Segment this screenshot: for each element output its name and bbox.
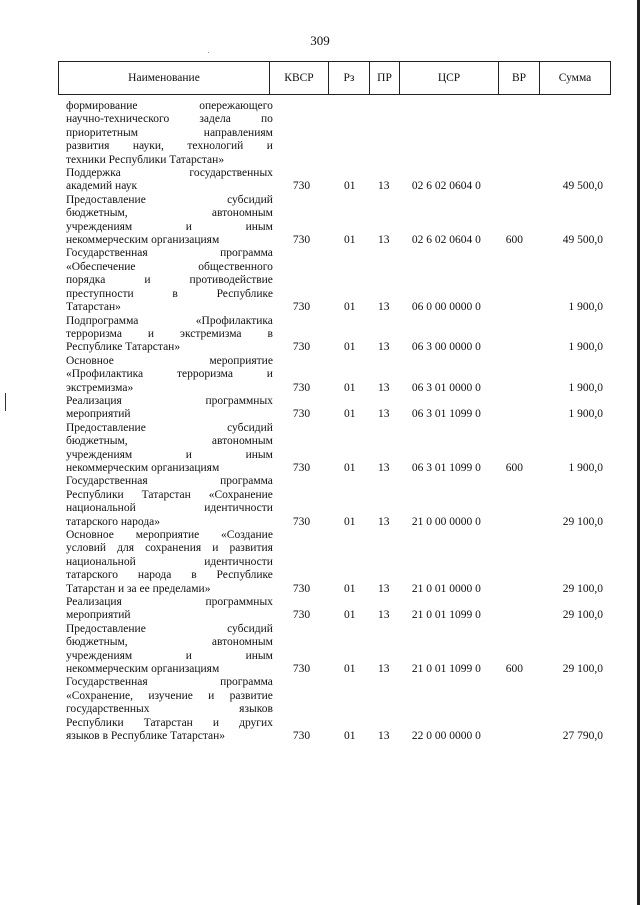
table-row [58,315,603,355]
header-kvsr: КВСР [270,62,329,95]
row-name [58,529,273,596]
row-name-line: некоммерческим организациям [66,461,220,474]
table-row [58,422,603,476]
table-row [58,596,603,623]
row-pr: 13 [378,663,390,676]
row-name-line: национальной идентичности [66,555,273,568]
row-name-line: техники Республики Татарстан» [66,153,225,166]
budget-rows [58,100,603,744]
row-name-line: Предоставление субсидий [66,622,273,635]
row-name-line: научно-технического задела по [66,113,273,126]
row-name-line: учреждениям и иным [66,220,273,233]
row-name-line: Поддержка государственных [66,167,273,180]
row-kvsr: 730 [292,663,311,676]
row-name-line: Государственная программа [66,247,273,260]
page-number: 309 [310,33,330,48]
row-name [58,167,273,194]
row-csr: 06 3 01 1099 0 [411,408,481,421]
row-name-line: Татарстан» [66,301,121,314]
row-sum: 1 900,0 [568,341,603,354]
row-sum: 49 500,0 [562,180,603,193]
row-name-line: формирование опережающего [66,100,273,112]
row-csr: 21 0 01 0000 0 [411,582,481,595]
header-name: Наименование [59,62,270,95]
table-header [58,61,611,95]
table-row [58,475,603,529]
row-name [58,475,273,529]
row-rz: 01 [344,461,356,474]
row-name [58,395,273,422]
row-name-line: условий для сохранения и развития [66,542,273,555]
row-pr: 13 [378,341,390,354]
row-name-line: Республике Татарстан» [66,341,181,354]
row-csr: 06 3 01 0000 0 [411,381,481,394]
row-sum: 49 500,0 [562,234,603,247]
row-rz: 01 [344,663,356,676]
row-pr: 13 [378,515,390,528]
row-name-line: терроризма и экстремизма в [66,327,273,340]
row-name-line: мероприятий [66,609,131,622]
row-name-line: Основное мероприятие «Создание [66,529,273,541]
row-vr: 600 [505,234,523,247]
table-row [58,100,603,167]
row-name [58,422,273,476]
row-name [58,315,273,355]
row-kvsr: 730 [292,301,311,314]
table-row [58,194,603,248]
row-rz: 01 [344,180,356,193]
row-rz: 01 [344,234,356,247]
row-name-line: «Профилактика терроризма и [66,368,273,381]
row-sum: 1 900,0 [568,408,603,421]
row-name-line: бюджетным, автономным [66,435,273,448]
row-pr: 13 [378,408,390,421]
header-pr: ПР [370,62,400,95]
header-csr: ЦСР [400,62,499,95]
row-rz: 01 [344,609,356,622]
row-name [58,596,273,623]
table-row [58,529,603,596]
header-vr: ВР [499,62,540,95]
row-kvsr: 730 [292,609,311,622]
row-name-line: Реализация программных [66,394,273,407]
row-sum: 1 900,0 [568,381,603,394]
row-kvsr: 730 [292,408,311,421]
row-name [58,100,273,167]
row-name-line: Подпрограмма «Профилактика [66,314,273,327]
row-name-line: приоритетным направлениям [66,126,273,139]
row-name-line: некоммерческим организациям [66,234,220,247]
row-sum: 29 100,0 [562,515,603,528]
row-kvsr: 730 [292,341,311,354]
row-name-line: Государственная программа [66,475,273,488]
header-rz: Рз [329,62,370,95]
table-row [58,167,603,194]
table-row [58,355,603,395]
row-kvsr: 730 [292,234,311,247]
table-row [58,247,603,314]
row-sum: 29 100,0 [562,663,603,676]
row-name-line: Основное мероприятие [66,354,273,367]
row-name-line: Республики Татарстан и других [66,716,273,729]
row-pr: 13 [378,461,390,474]
row-csr: 02 6 02 0604 0 [411,180,481,193]
row-csr: 06 0 00 0000 0 [411,301,481,314]
row-name-line: Предоставление субсидий [66,421,273,434]
row-rz: 01 [344,730,356,743]
row-name-line: развития науки, технологий и [66,140,273,153]
row-kvsr: 730 [292,515,311,528]
row-name [58,623,273,677]
row-kvsr: 730 [292,381,311,394]
row-name-line: Республики Татарстан «Сохранение [66,488,273,501]
row-kvsr: 730 [292,730,311,743]
row-name-line: национальной идентичности [66,502,273,515]
row-name-line: «Обеспечение общественного [66,260,273,273]
table-row [58,395,603,422]
row-name-line: татарского народа» [66,515,161,528]
margin-mark [5,393,6,411]
row-name-line: экстремизма» [66,381,134,394]
row-rz: 01 [344,301,356,314]
row-name [58,676,273,743]
row-name-line: татарского народа в Республике [66,569,273,582]
row-name [58,355,273,395]
row-kvsr: 730 [292,582,311,595]
row-kvsr: 730 [292,461,311,474]
table-row [58,676,603,743]
row-name-line: государственных языков [66,703,273,716]
row-name-line: бюджетным, автономным [66,636,273,649]
row-sum: 1 900,0 [568,461,603,474]
row-pr: 13 [378,301,390,314]
row-name [58,194,273,248]
row-name-line: Государственная программа [66,676,273,689]
row-rz: 01 [344,408,356,421]
row-name-line: Татарстан и за ее пределами» [66,582,211,595]
row-rz: 01 [344,381,356,394]
row-name-line: Предоставление субсидий [66,193,273,206]
row-csr: 02 6 02 0604 0 [411,234,481,247]
row-vr: 600 [505,461,523,474]
row-csr: 21 0 01 1099 0 [411,609,481,622]
row-name-line: «Сохранение, изучение и развитие [66,689,273,702]
row-name-line: Реализация программных [66,596,273,609]
table-row [58,623,603,677]
row-name-line: мероприятий [66,408,131,421]
row-csr: 06 3 01 1099 0 [411,461,481,474]
row-csr: 06 3 00 0000 0 [411,341,481,354]
row-name-line: академий наук [66,180,138,193]
row-csr: 21 0 01 1099 0 [411,663,481,676]
row-sum: 1 900,0 [568,301,603,314]
row-pr: 13 [378,234,390,247]
row-name-line: преступности в Республике [66,287,273,300]
row-pr: 13 [378,609,390,622]
row-pr: 13 [378,582,390,595]
scan-speck [208,52,209,53]
row-pr: 13 [378,381,390,394]
row-name-line: некоммерческим организациям [66,663,220,676]
row-sum: 29 100,0 [562,609,603,622]
row-rz: 01 [344,515,356,528]
row-name-line: учреждениям и иным [66,448,273,461]
header-sum: Сумма [540,62,611,95]
row-csr: 22 0 00 0000 0 [411,730,481,743]
row-sum: 29 100,0 [562,582,603,595]
row-rz: 01 [344,582,356,595]
row-kvsr: 730 [292,180,311,193]
row-name-line: бюджетным, автономным [66,207,273,220]
row-name [58,247,273,314]
row-vr: 600 [505,663,523,676]
row-name-line: учреждениям и иным [66,649,273,662]
row-pr: 13 [378,180,390,193]
row-name-line: языков в Республике Татарстан» [66,730,225,743]
row-rz: 01 [344,341,356,354]
row-sum: 27 790,0 [562,730,603,743]
row-name-line: порядка и противодействие [66,274,273,287]
row-pr: 13 [378,730,390,743]
row-csr: 21 0 00 0000 0 [411,515,481,528]
